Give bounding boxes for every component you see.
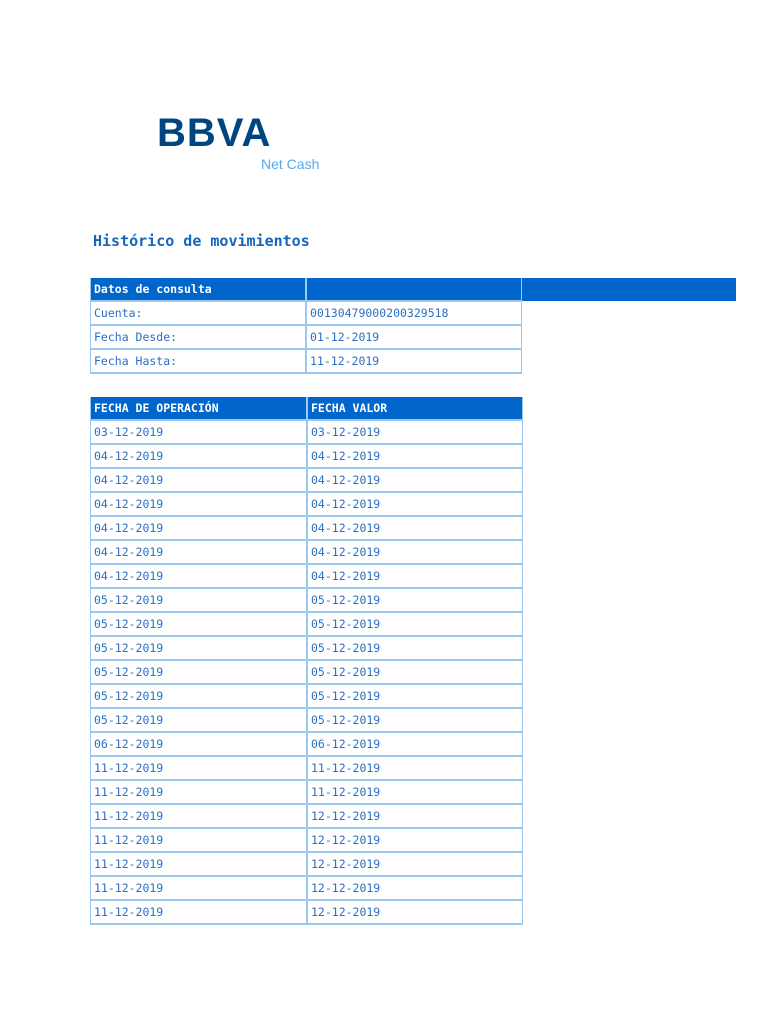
- movement-row: [90, 565, 523, 589]
- fecha-valor-cell: 04-12-2019: [307, 541, 523, 565]
- movement-row: [90, 637, 523, 661]
- column-header-fecha-operacion: FECHA DE OPERACIÓN: [90, 397, 307, 421]
- fecha-valor-cell: 03-12-2019: [307, 421, 523, 445]
- fecha-valor-cell: 12-12-2019: [307, 805, 523, 829]
- logo-subtitle: Net Cash: [261, 156, 320, 172]
- fecha-valor-cell: 12-12-2019: [307, 877, 523, 901]
- fecha-operacion-cell: 11-12-2019: [90, 781, 307, 805]
- fecha-operacion-cell: 04-12-2019: [90, 445, 307, 469]
- movements-header-row: [90, 397, 523, 421]
- query-row: [90, 326, 522, 350]
- movement-row: [90, 493, 523, 517]
- query-label: Fecha Hasta:: [90, 350, 306, 374]
- query-row: [90, 350, 522, 374]
- fecha-operacion-cell: 05-12-2019: [90, 709, 307, 733]
- fecha-valor-cell: 12-12-2019: [307, 853, 523, 877]
- movement-row: [90, 445, 523, 469]
- fecha-operacion-cell: 06-12-2019: [90, 733, 307, 757]
- fecha-valor-cell: 12-12-2019: [307, 829, 523, 853]
- query-value: 11-12-2019: [306, 350, 522, 374]
- fecha-valor-cell: 05-12-2019: [307, 685, 523, 709]
- query-row: [90, 302, 522, 326]
- fecha-valor-cell: 11-12-2019: [307, 781, 523, 805]
- movement-row: [90, 661, 523, 685]
- query-table: [90, 278, 522, 374]
- query-value: 00130479000200329518: [306, 302, 522, 326]
- movements-table: [90, 397, 523, 925]
- movement-row: [90, 781, 523, 805]
- query-header-label: Datos de consulta: [90, 278, 306, 302]
- fecha-valor-cell: 04-12-2019: [307, 565, 523, 589]
- movement-row: [90, 853, 523, 877]
- movement-row: [90, 685, 523, 709]
- fecha-operacion-cell: 05-12-2019: [90, 613, 307, 637]
- movement-row: [90, 829, 523, 853]
- fecha-operacion-cell: 11-12-2019: [90, 805, 307, 829]
- fecha-valor-cell: 05-12-2019: [307, 661, 523, 685]
- movement-row: [90, 541, 523, 565]
- bbva-logo: [157, 112, 307, 152]
- query-label: Cuenta:: [90, 302, 306, 326]
- fecha-valor-cell: 04-12-2019: [307, 517, 523, 541]
- query-header-row: [90, 278, 522, 302]
- fecha-operacion-cell: 11-12-2019: [90, 853, 307, 877]
- fecha-valor-cell: 04-12-2019: [307, 469, 523, 493]
- fecha-operacion-cell: 11-12-2019: [90, 757, 307, 781]
- fecha-operacion-cell: 05-12-2019: [90, 661, 307, 685]
- fecha-valor-cell: 11-12-2019: [307, 757, 523, 781]
- fecha-operacion-cell: 04-12-2019: [90, 565, 307, 589]
- fecha-operacion-cell: 05-12-2019: [90, 685, 307, 709]
- movement-row: [90, 733, 523, 757]
- movement-row: [90, 589, 523, 613]
- fecha-operacion-cell: 04-12-2019: [90, 469, 307, 493]
- logo-text: BBVA: [157, 112, 272, 152]
- fecha-valor-cell: 05-12-2019: [307, 709, 523, 733]
- fecha-valor-cell: 05-12-2019: [307, 613, 523, 637]
- movement-row: [90, 877, 523, 901]
- fecha-valor-cell: 12-12-2019: [307, 901, 523, 925]
- fecha-operacion-cell: 05-12-2019: [90, 589, 307, 613]
- movement-row: [90, 901, 523, 925]
- movement-row: [90, 517, 523, 541]
- movement-row: [90, 757, 523, 781]
- fecha-operacion-cell: 03-12-2019: [90, 421, 307, 445]
- page-title: Histórico de movimientos: [93, 232, 310, 250]
- query-label: Fecha Desde:: [90, 326, 306, 350]
- movement-row: [90, 469, 523, 493]
- fecha-operacion-cell: 04-12-2019: [90, 517, 307, 541]
- query-header-extension: [520, 278, 736, 301]
- column-header-fecha-valor: FECHA VALOR: [307, 397, 523, 421]
- movement-row: [90, 613, 523, 637]
- fecha-operacion-cell: 11-12-2019: [90, 877, 307, 901]
- fecha-operacion-cell: 04-12-2019: [90, 541, 307, 565]
- fecha-operacion-cell: 04-12-2019: [90, 493, 307, 517]
- movement-row: [90, 709, 523, 733]
- fecha-valor-cell: 05-12-2019: [307, 637, 523, 661]
- fecha-operacion-cell: 05-12-2019: [90, 637, 307, 661]
- fecha-operacion-cell: 11-12-2019: [90, 829, 307, 853]
- fecha-operacion-cell: 11-12-2019: [90, 901, 307, 925]
- query-value: 01-12-2019: [306, 326, 522, 350]
- movement-row: [90, 805, 523, 829]
- fecha-valor-cell: 06-12-2019: [307, 733, 523, 757]
- fecha-valor-cell: 04-12-2019: [307, 445, 523, 469]
- movement-row: [90, 421, 523, 445]
- fecha-valor-cell: 04-12-2019: [307, 493, 523, 517]
- query-header-empty: [306, 278, 522, 302]
- fecha-valor-cell: 05-12-2019: [307, 589, 523, 613]
